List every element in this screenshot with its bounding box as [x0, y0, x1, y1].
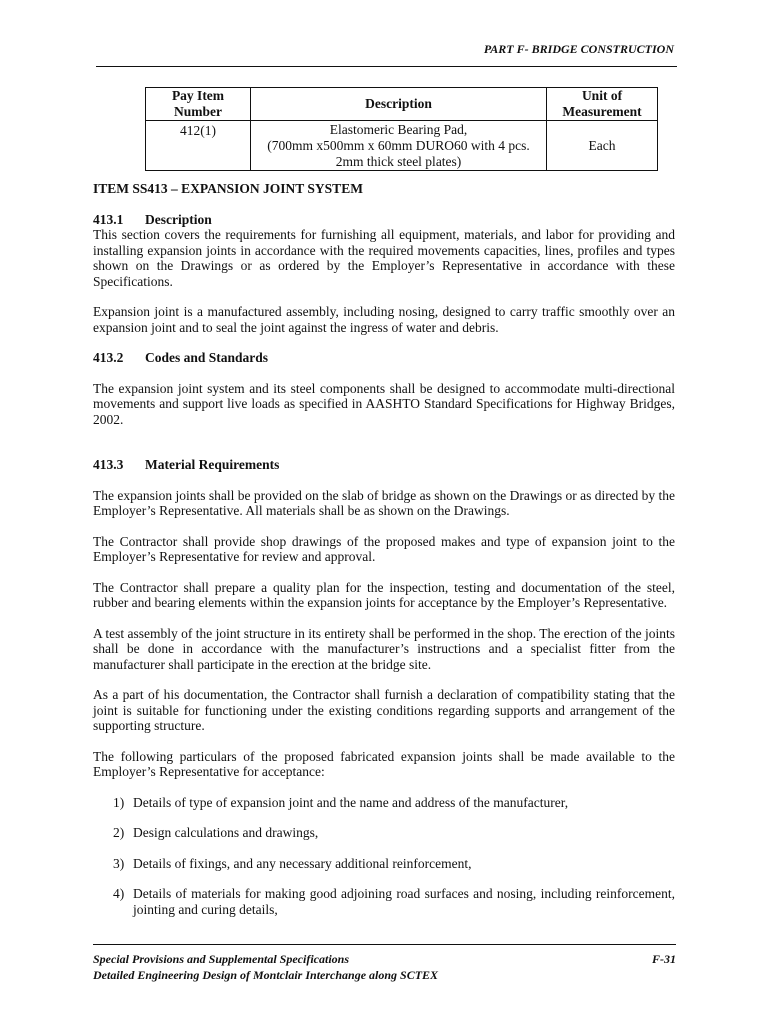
- paragraph: This section covers the requirements for furnishing all equipment, materials, and labor for providing and installing expansion joints in accordance with the required movements capacities, lines, profiles and types shown on the Drawings or as ordered by the Employer’s Representative in accordance with these Specifications.: [93, 227, 675, 289]
- cell-unit: Each: [547, 121, 658, 171]
- cell-pay-item: 412(1): [146, 121, 251, 171]
- header-rule: [96, 66, 677, 67]
- document-body: [93, 181, 675, 917]
- paragraph: A test assembly of the joint structure in its entirety shall be performed in the shop. The erection of the joints shall be done in accordance with the manufacturer’s instructions and a specialist fitter from the manufacturer shall participate in the erection at the bridge site.: [93, 625, 675, 672]
- list-item: 3) Details of fixings, and any necessary additional reinforcement,: [113, 855, 472, 871]
- section-heading-413-2: 413.2 Codes and Standards: [93, 350, 269, 365]
- paragraph: As a part of his documentation, the Contractor shall furnish a declaration of compatibility stating that the joint is suitable for functioning under the existing conditions regarding supports and arrangement of the supporting structure.: [93, 687, 675, 733]
- paragraph: Expansion joint is a manufactured assembly, including nosing, designed to carry traffic smoothly over an expansion joint and to seal the joint against the ingress of water and debris.: [93, 304, 675, 335]
- footer-project-title: Detailed Engineering Design of Montclair Interchange along SCTEX: [93, 968, 439, 982]
- header-pay-item-number: Pay Item Number: [146, 88, 251, 121]
- running-header: PART F- BRIDGE CONSTRUCTION: [483, 42, 674, 56]
- list-item: 2) Design calculations and drawings,: [113, 825, 319, 840]
- table-header-row: [146, 88, 658, 121]
- particulars-list: [93, 795, 675, 918]
- footer-rule: [93, 944, 676, 945]
- paragraph: The following particulars of the proposed fabricated expansion joints shall be made available to the Employer’s Representative for acceptance:: [93, 748, 675, 779]
- item-title: ITEM SS413 – EXPANSION JOINT SYSTEM: [93, 181, 363, 196]
- paragraph: The Contractor shall prepare a quality plan for the inspection, testing and documentation of the steel, rubber and bearing elements within the expansion joints for acceptance by the Employer’s Representative.: [93, 579, 675, 610]
- footer-spec-title: Special Provisions and Supplemental Specifications: [93, 952, 350, 966]
- header-unit-of-measurement: Unit of Measurement: [547, 88, 658, 121]
- running-footer: [93, 951, 676, 983]
- section-heading-413-1: 413.1 Description: [93, 211, 212, 227]
- paragraph: The expansion joints shall be provided on the slab of bridge as shown on the Drawings or as directed by the Employer’s Representative. All materials shall be as shown on the Drawings.: [93, 487, 675, 518]
- paragraph: The Contractor shall provide shop drawings of the proposed makes and type of expansion joint to the Employer’s Representative for review and approval.: [93, 533, 675, 564]
- pay-item-table: [145, 87, 658, 171]
- page-number: F-31: [652, 952, 676, 966]
- section-heading-413-3: 413.3 Material Requirements: [93, 457, 280, 472]
- list-item: 4) Details of materials for making good adjoining road surfaces and nosing, including reinforcement, jointing and curing details,: [113, 886, 675, 917]
- table-row: [146, 121, 658, 171]
- cell-description: Elastomeric Bearing Pad, (700mm x500mm x 60mm DURO60 with 4 pcs. 2mm thick steel plates): [251, 121, 547, 171]
- paragraph: The expansion joint system and its steel components shall be designed to accommodate multi-directional movements and support live loads as specified in AASHTO Standard Specifications for Highway Bridges, 2002.: [93, 380, 675, 427]
- header-description: Description: [251, 88, 547, 121]
- list-item: 1) Details of type of expansion joint and the name and address of the manufacturer,: [113, 794, 569, 810]
